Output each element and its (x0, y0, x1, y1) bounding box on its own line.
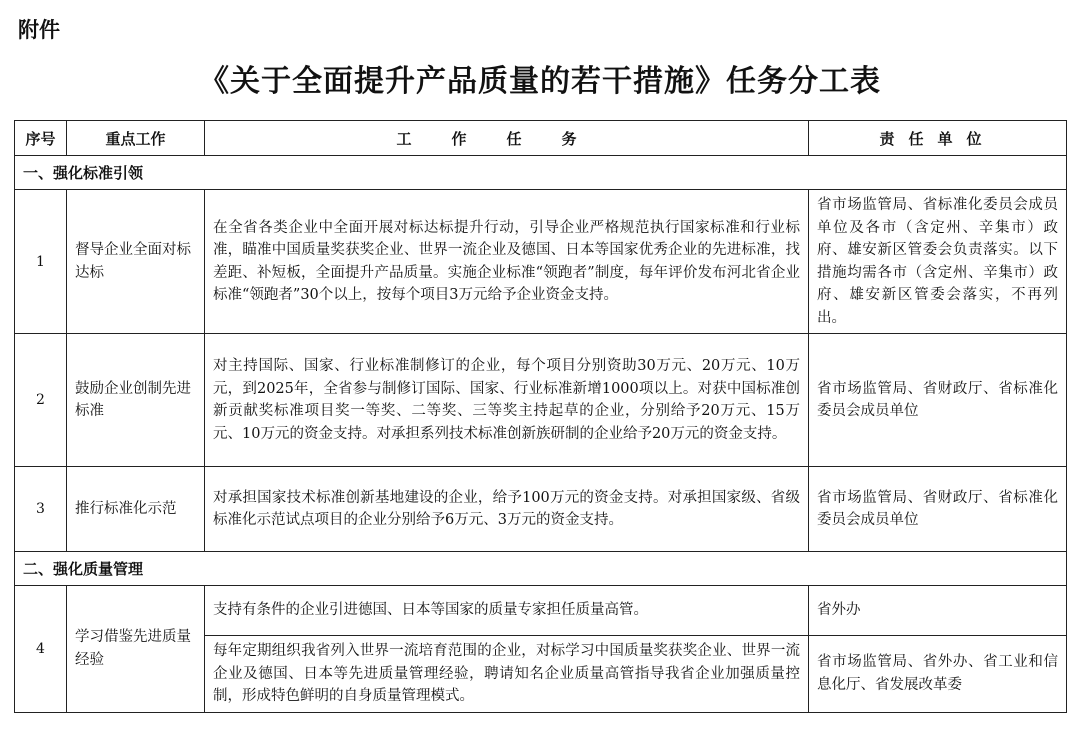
table-row (15, 467, 1067, 552)
section-title: 二、强化质量管理 (15, 552, 1067, 586)
row-focus: 督导企业全面对标达标 (67, 190, 205, 334)
header-seq: 序号 (15, 121, 67, 156)
header-unit: 责任单位 (809, 121, 1067, 156)
header-task: 工作任务 (205, 121, 809, 156)
header-row (15, 121, 1067, 156)
table-row (15, 586, 1067, 636)
table-row (15, 334, 1067, 467)
document-title: 《关于全面提升产品质量的若干措施》任务分工表 (199, 64, 881, 99)
row-seq: 1 (15, 190, 67, 334)
row-seq: 3 (15, 467, 67, 552)
row-focus: 学习借鉴先进质量经验 (67, 586, 205, 713)
row-unit: 省市场监管局、省财政厅、省标准化委员会成员单位 (809, 467, 1067, 552)
row-unit: 省市场监管局、省标准化委员会成员单位及各市（含定州、辛集市）政府、雄安新区管委会负责落实。以下措施均需各市（含定州、辛集市）政府、雄安新区管委会落实，不再列出。 (809, 190, 1067, 334)
header-focus: 重点工作 (67, 121, 205, 156)
row-task: 对承担国家技术标准创新基地建设的企业，给予100万元的资金支持。对承担国家级、省级标准化示范试点项目的企业分别给予6万元、3万元的资金支持。 (205, 467, 809, 552)
attachment-label: 附件 (18, 18, 60, 42)
row-task: 对主持国际、国家、行业标准制修订的企业，每个项目分别资助30万元、20万元、10万元，到2025年，全省参与制修订国际、国家、行业标准新增1000项以上。对获中国标准创新贡献奖标准项目奖一等奖、二等奖、三等奖主持起草的企业，分别给予20万元、15万元、10万元的资金支持。对承担系列技术标准创新族研制的企业给予20万元的资金支持。 (205, 334, 809, 467)
row-seq: 2 (15, 334, 67, 467)
section-title: 一、强化标准引领 (15, 156, 1067, 190)
row-unit: 省市场监管局、省外办、省工业和信息化厅、省发展改革委 (809, 636, 1067, 713)
section-row (15, 552, 1067, 586)
table-row (15, 190, 1067, 334)
row-seq: 4 (15, 586, 67, 713)
row-task: 在全省各类企业中全面开展对标达标提升行动，引导企业严格规范执行国家标准和行业标准，瞄准中国质量奖获奖企业、世界一流企业及德国、日本等国家优秀企业的先进标准，找差距、补短板，全面提升产品质量。实施企业标准“领跑者”制度，每年评价发布河北省企业标准“领跑者”30个以上，按每个项目3万元给予企业资金支持。 (205, 190, 809, 334)
row-focus: 推行标准化示范 (67, 467, 205, 552)
row-task: 每年定期组织我省列入世界一流培育范围的企业，对标学习中国质量奖获奖企业、世界一流企业及德国、日本等先进质量管理经验，聘请知名企业质量高管指导我省企业加强质量控制，形成特色鲜明的自身质量管理模式。 (205, 636, 809, 713)
row-unit: 省市场监管局、省财政厅、省标准化委员会成员单位 (809, 334, 1067, 467)
row-task: 支持有条件的企业引进德国、日本等国家的质量专家担任质量高管。 (205, 586, 809, 636)
row-focus: 鼓励企业创制先进标准 (67, 334, 205, 467)
section-row (15, 156, 1067, 190)
task-table (14, 120, 1067, 713)
row-unit: 省外办 (809, 586, 1067, 636)
